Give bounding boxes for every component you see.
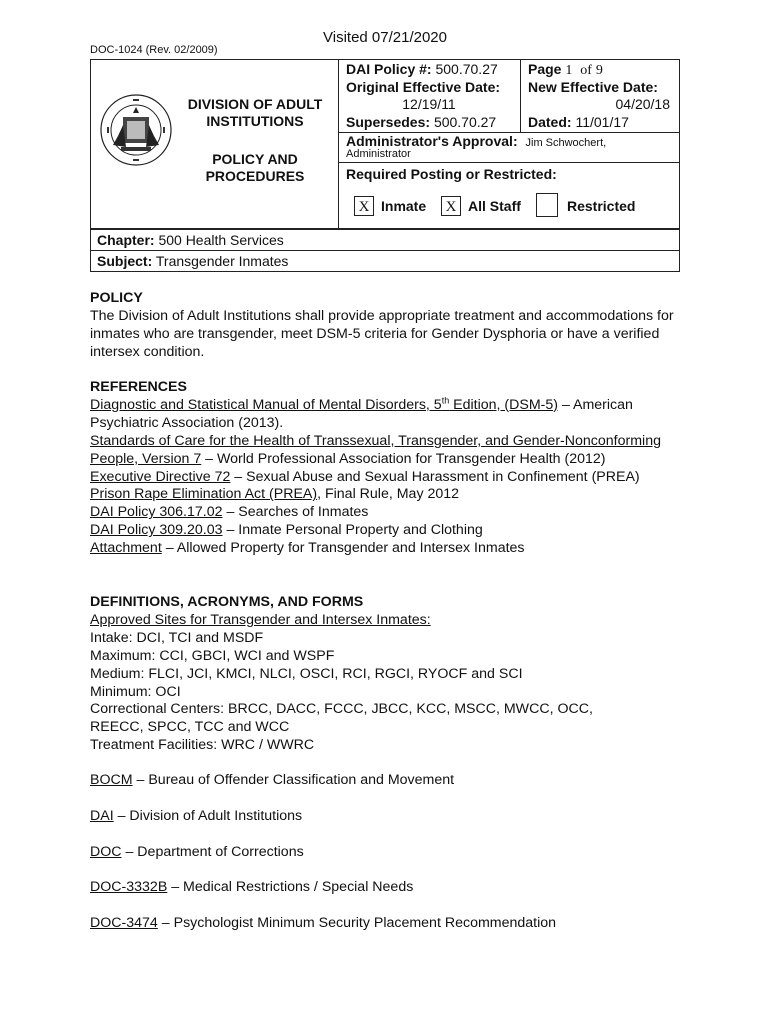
policy-number: DAI Policy #: 500.70.27 <box>346 61 498 77</box>
site-list-item: Medium: FLCI, JCI, KMCI, NLCI, OSCI, RCI, RGCI, RYOCF and SCI <box>90 665 523 682</box>
reference-link[interactable]: Prison Rape Elimination Act (PREA) <box>90 486 318 503</box>
definition-item: DOC-3474 – Psychologist Minimum Security Placement Recommendation <box>90 915 557 931</box>
reference-link[interactable]: Attachment <box>90 540 162 557</box>
subject-row: Subject: Transgender Inmates <box>90 250 680 272</box>
restricted-checkbox[interactable] <box>536 193 558 217</box>
definition-term: DAI <box>90 808 114 824</box>
dated: Dated: 11/01/17 <box>528 114 629 130</box>
definition-item: DOC-3332B – Medical Restrictions / Special Needs <box>90 879 414 895</box>
references-section <box>90 379 690 558</box>
reference-link[interactable]: Executive Directive 72 <box>90 468 231 485</box>
state-seal-icon <box>99 93 173 167</box>
site-list-item: Maximum: CCI, GBCI, WCI and WSPF <box>90 647 335 664</box>
organization-name: DIVISION OF ADULT INSTITUTIONS <box>187 96 323 129</box>
administrator-approval: Administrator's Approval: Jim Schwochert, <box>346 133 607 149</box>
administrator-title: Administrator <box>346 148 411 160</box>
site-list-item: Correctional Centers: BRCC, DACC, FCCC, JBCC, KCC, MSCC, MWCC, OCC, REECC, SPCC, TCC and WCC <box>90 701 593 736</box>
reference-link[interactable]: Diagnostic and Statistical Manual of Mental Disorders, 5th Edition, (DSM-5) <box>90 395 559 413</box>
policy-section <box>90 290 690 362</box>
supersedes: Supersedes: 500.70.27 <box>346 114 497 130</box>
reference-link[interactable]: DAI Policy 306.17.02 <box>90 504 223 521</box>
inmate-label: Inmate <box>381 198 427 214</box>
original-effective-value: 12/19/11 <box>402 96 456 112</box>
reference-item: Executive Directive 72 – Sexual Abuse and Sexual Harassment in Confinement (PREA) <box>90 468 640 485</box>
definitions-section <box>90 594 690 755</box>
sites-heading: Approved Sites for Transgender and Intersex Inmates: <box>90 611 431 628</box>
site-list-item: Treatment Facilities: WRC / WWRC <box>90 737 315 754</box>
reference-item: Prison Rape Elimination Act (PREA), Final Rule, May 2012 <box>90 486 460 503</box>
posting-label: Required Posting or Restricted: <box>346 166 557 182</box>
site-list-item: Minimum: OCI <box>90 683 181 700</box>
reference-link[interactable]: Standards of Care for the Health of Transsexual, Transgender, and Gender-Nonconforming People, Version 7 <box>90 432 661 467</box>
reference-item: DAI Policy 309.20.03 – Inmate Personal Property and Clothing <box>90 522 483 539</box>
policy-text: The Division of Adult Institutions shall provide appropriate treatment and accommodations for inmates who are transgender, meet DSM-5 criteria for Gender Dysphoria or have a verified intersex condition. <box>90 307 674 360</box>
doc-form-number: DOC-1024 (Rev. 02/2009) <box>90 44 218 56</box>
definition-term: DOC-3332B <box>90 879 168 895</box>
chapter-row: Chapter: 500 Health Services <box>90 229 680 251</box>
section-heading: POLICY <box>90 290 143 306</box>
section-heading: DEFINITIONS, ACRONYMS, AND FORMS <box>90 594 364 610</box>
all-staff-checkbox[interactable]: X <box>441 196 461 216</box>
new-effective-label: New Effective Date: <box>528 79 658 95</box>
document-type: POLICY AND PROCEDURES <box>205 151 305 184</box>
new-effective-value: 04/20/18 <box>615 96 670 112</box>
original-effective-label: Original Effective Date: <box>346 79 501 95</box>
divider <box>338 162 680 163</box>
page-indicator: Page 1 of 9 <box>528 61 603 78</box>
definition-term: DOC-3474 <box>90 915 158 931</box>
reference-item: Diagnostic and Statistical Manual of Mental Disorders, 5th Edition, (DSM-5) – American Psychiatric Association (2013). <box>90 395 633 431</box>
restricted-label: Restricted <box>567 198 636 214</box>
definition-term: BOCM <box>90 772 133 788</box>
section-heading: REFERENCES <box>90 379 187 395</box>
definition-term: DOC <box>90 844 122 860</box>
reference-item: Standards of Care for the Health of Transsexual, Transgender, and Gender-Nonconforming People, Version 7 – World Professional Association for Transgender Health (2012) <box>90 432 661 467</box>
inmate-checkbox[interactable]: X <box>354 196 374 216</box>
all-staff-label: All Staff <box>468 198 521 214</box>
visited-date: Visited 07/21/2020 <box>323 29 447 46</box>
reference-item: Attachment – Allowed Property for Transgender and Intersex Inmates <box>90 540 525 557</box>
divider <box>338 59 339 229</box>
definition-item: BOCM – Bureau of Offender Classification and Movement <box>90 772 455 788</box>
definition-item: DOC – Department of Corrections <box>90 844 304 860</box>
definition-item: DAI – Division of Adult Institutions <box>90 808 303 824</box>
reference-item: DAI Policy 306.17.02 – Searches of Inmates <box>90 504 369 521</box>
reference-link[interactable]: DAI Policy 309.20.03 <box>90 522 223 539</box>
site-list-item: Intake: DCI, TCI and MSDF <box>90 629 264 646</box>
